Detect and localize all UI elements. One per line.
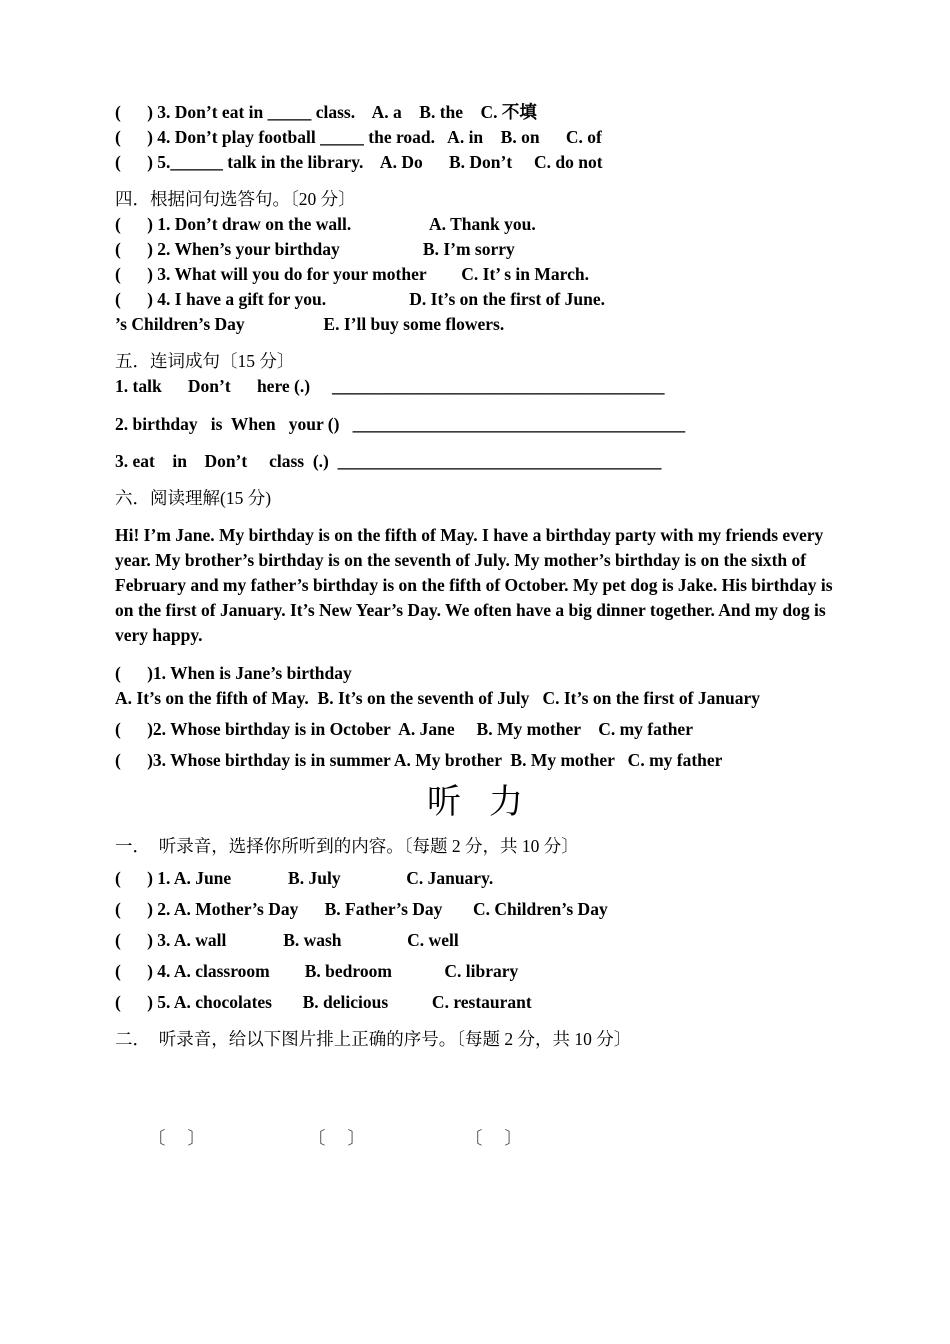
sec5-heading: 五．连词成句〔15 分〕 bbox=[115, 351, 295, 371]
sec4-question-4: ( ) 4. I have a gift for you. D. It’s on the first of June. bbox=[115, 289, 605, 309]
sec5-item-1: 1. talk Don’t here (.) ______________________________________ bbox=[115, 376, 665, 396]
sec4-question-1: ( ) 1. Don’t draw on the wall. A. Thank you. bbox=[115, 214, 536, 234]
listening-question-2: ( ) 2. A. Mother’s Day B. Father’s Day C. Children’s Day bbox=[115, 899, 608, 919]
sec6-heading: 六．阅读理解(15 分) bbox=[115, 488, 272, 508]
sec4-heading: 四．根据问句选答句。〔20 分〕 bbox=[115, 189, 356, 209]
sec5-item-3: 3. eat in Don’t class (.) _____________________________________ bbox=[115, 451, 662, 471]
sec6-question-2: ( )2. Whose birthday is in October A. Jane B. My mother C. my father bbox=[115, 719, 693, 739]
sec4-question-2: ( ) 2. When’s your birthday B. I’m sorry bbox=[115, 239, 515, 259]
listening-question-5: ( ) 5. A. chocolates B. delicious C. restaurant bbox=[115, 992, 532, 1012]
sec6-question-1: ( )1. When is Jane’s birthday bbox=[115, 663, 352, 683]
sec3-question-3: ( ) 3. Don’t eat in _____ class. A. a B. the C. 不填 bbox=[115, 102, 537, 122]
listening-part1-heading: 一． 听录音，选择你所听到的内容。〔每题 2 分，共 10 分〕 bbox=[115, 836, 579, 856]
sec6-question-1-options: A. It’s on the fifth of May. B. It’s on the seventh of July C. It’s on the first of January bbox=[115, 688, 761, 708]
sec5-item-2: 2. birthday is When your () ______________________________________ bbox=[115, 414, 686, 434]
picture-order-blank-3: 〔 〕 bbox=[465, 1128, 522, 1148]
listening-part2-heading: 二． 听录音，给以下图片排上正确的序号。〔每题 2 分，共 10 分〕 bbox=[115, 1029, 632, 1049]
picture-order-blank-2: 〔 〕 bbox=[308, 1128, 365, 1148]
sec4-question-3: ( ) 3. What will you do for your mother C. It’ s in March. bbox=[115, 264, 589, 284]
sec3-question-5: ( ) 5.______ talk in the library. A. Do B. Don’t C. do not bbox=[115, 152, 603, 172]
sec3-question-4: ( ) 4. Don’t play football _____ the road. A. in B. on C. of bbox=[115, 127, 602, 147]
listening-question-1: ( ) 1. A. June B. July C. January. bbox=[115, 868, 494, 888]
listening-title: 听力 bbox=[427, 784, 551, 821]
sec4-question-5: ’s Children’s Day E. I’ll buy some flowers. bbox=[115, 314, 505, 334]
listening-question-3: ( ) 3. A. wall B. wash C. well bbox=[115, 930, 459, 950]
picture-order-blank-1: 〔 〕 bbox=[148, 1128, 205, 1148]
reading-passage: Hi! I’m Jane. My birthday is on the fifth of May. I have a birthday party with my friends every year. My brother’s birthday is on the seventh of July. My mother’s birthday is on the sixth of February and my father’s birthday is on the fifth of October. My pet dog is Jake. His birthday is on the first of January. It’s New Year’s Day. We often have a big dinner together. And my dog is very happy. bbox=[115, 525, 833, 645]
sec6-question-3: ( )3. Whose birthday is in summer A. My brother B. My mother C. my father bbox=[115, 750, 723, 770]
listening-question-4: ( ) 4. A. classroom B. bedroom C. library bbox=[115, 961, 519, 981]
